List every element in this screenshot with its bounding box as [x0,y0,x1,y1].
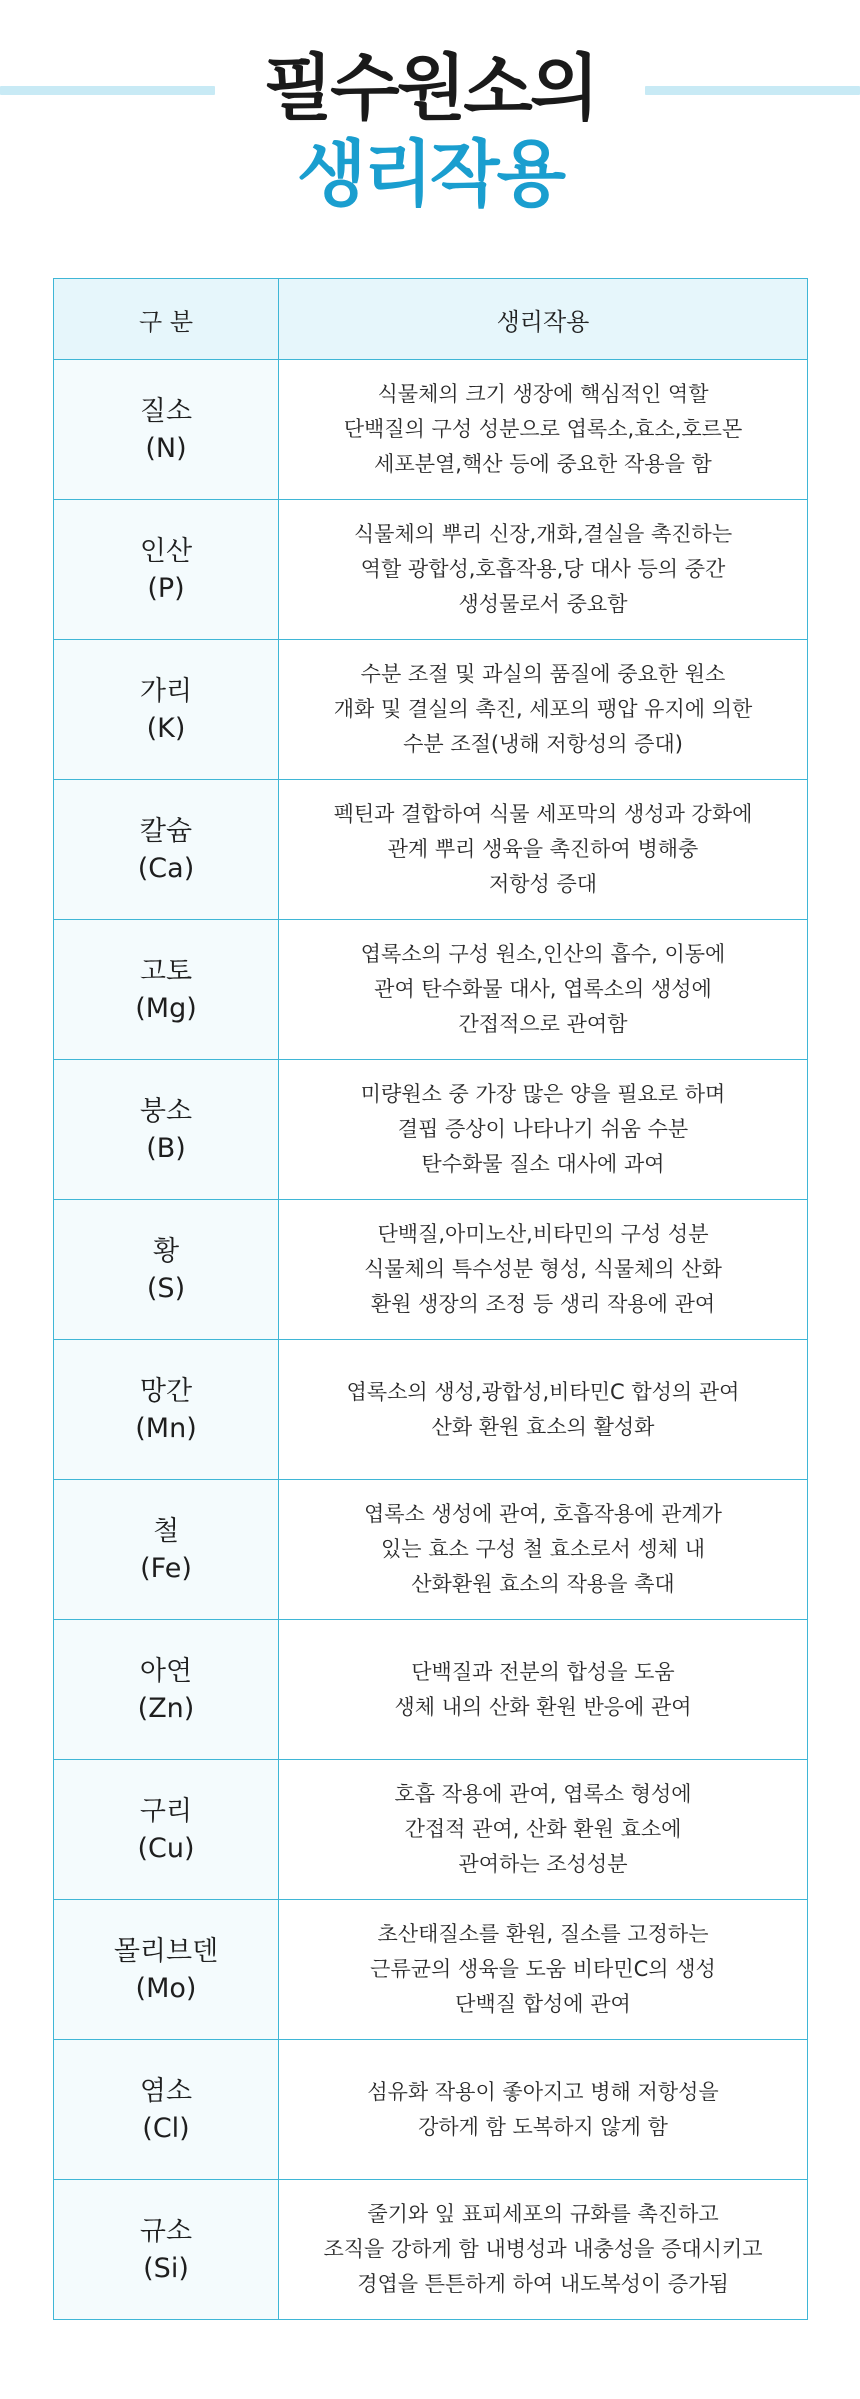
table-row [54,1760,808,1900]
element-name: 붕소 [139,1095,193,1127]
element-cell [54,920,279,1060]
table-row [54,920,808,1060]
element-cell [54,2180,279,2320]
function-text-line: 관여하는 조성성분 [458,1852,628,1876]
element-name: 염소 [139,2075,193,2107]
page-header [0,0,860,278]
element-symbol: (Zn) [137,1692,195,1724]
element-cell [54,640,279,780]
table-row [54,1900,808,2040]
function-text-line: 엽록소의 구성 원소,인산의 흡수, 이동에 [360,942,726,966]
element-symbol: (S) [146,1272,186,1304]
function-text-line: 경엽을 튼튼하게 하여 내도복성이 증가됨 [357,2272,729,2296]
function-text-line: 생성물로서 중요함 [458,592,628,616]
table-row [54,780,808,920]
element-cell [54,1900,279,2040]
element-symbol: (Cl) [142,2112,190,2144]
table-row [54,1200,808,1340]
function-text-line: 단백질 합성에 관여 [455,1992,631,2016]
element-name: 철 [152,1515,180,1547]
element-symbol: (N) [145,432,187,464]
table-row [54,360,808,500]
function-text-line: 있는 효소 구성 철 효소로서 셍체 내 [380,1537,706,1561]
table-row [54,2040,808,2180]
function-text-line: 단백질의 구성 성분으로 엽록소,효소,호르몬 [343,417,743,441]
function-text-line: 생체 내의 산화 환원 반응에 관여 [394,1694,692,1719]
element-cell [54,1060,279,1200]
function-text-line: 환원 생장의 조정 등 생리 작용에 관여 [370,1292,716,1316]
function-text-line: 산화환원 효소의 작용을 촉대 [411,1572,675,1596]
function-text-line: 미량원소 중 가장 많은 양을 필요로 하며 [360,1082,726,1106]
function-text-line: 근류균의 생육을 도움 비타민C의 생성 [370,1957,716,1981]
table-row [54,2180,808,2320]
table-body [54,360,808,2320]
element-name: 망간 [139,1375,193,1407]
function-text-line: 수분 조절(냉해 저항성의 증대) [403,732,683,756]
element-cell [54,1480,279,1620]
function-text-line: 수분 조절 및 과실의 품질에 중요한 원소 [360,662,726,686]
function-text-line: 호흡 작용에 관여, 엽록소 형성에 [394,1782,692,1806]
function-text-line: 개화 및 결실의 촉진, 세포의 팽압 유지에 의한 [333,697,753,721]
function-cell [279,1900,808,2040]
element-cell [54,1340,279,1480]
element-symbol: (Cu) [137,1832,195,1864]
function-cell [279,1060,808,1200]
table-row [54,1060,808,1200]
function-text-line: 관여 탄수화물 대사, 엽록소의 생성에 [374,977,712,1001]
element-symbol: (B) [146,1132,186,1164]
function-cell [279,360,808,500]
element-symbol: (Si) [143,2252,189,2284]
function-text-line: 엽록소 생성에 관여, 호흡작용에 관계가 [364,1502,722,1526]
function-text-line: 섬유화 작용이 좋아지고 병해 저항성을 [367,2079,719,2104]
function-cell [279,780,808,920]
function-text-line: 저항성 증대 [488,872,598,896]
function-cell [279,1200,808,1340]
table-row [54,1340,808,1480]
element-symbol: (Mn) [135,1412,197,1444]
function-text-line: 역할 광합성,호흡작용,당 대사 등의 중간 [360,557,726,581]
function-cell [279,640,808,780]
function-text-line: 탄수화물 질소 대사에 과여 [421,1152,665,1176]
element-symbol: (Ca) [137,852,195,884]
element-cell [54,360,279,500]
table-row [54,500,808,640]
function-text-line: 결핍 증상이 나타나기 쉬움 수분 [397,1117,689,1141]
element-cell [54,1200,279,1340]
function-cell [279,920,808,1060]
function-text-line: 초산태질소를 환원, 질소를 고정하는 [377,1922,709,1946]
function-cell [279,1620,808,1760]
element-cell [54,2040,279,2180]
table-header-row [54,279,808,360]
function-cell [279,1480,808,1620]
function-text-line: 엽록소의 생성,광합성,비타민C 합성의 관여 [346,1379,740,1404]
elements-table [53,278,808,2320]
function-cell [279,2180,808,2320]
function-text-line: 식물체의 특수성분 형성, 식물체의 산화 [364,1257,722,1281]
element-name: 인산 [139,535,193,567]
function-text-line: 간접적으로 관여함 [458,1012,628,1036]
element-name: 아연 [139,1655,193,1687]
element-name: 질소 [139,395,193,427]
page-title-line-1: 필수원소의 [263,46,597,130]
page-title-line-2: 생리작용 [296,132,564,216]
function-text-line: 펙틴과 결합하여 식물 세포막의 생성과 강화에 [333,802,753,826]
element-symbol: (Fe) [140,1552,192,1584]
function-cell [279,1760,808,1900]
function-text-line: 단백질,아미노산,비타민의 구성 성분 [377,1222,709,1246]
element-name: 구리 [139,1795,193,1827]
element-symbol: (K) [146,712,186,744]
element-symbol: (Mg) [135,992,197,1024]
element-cell [54,1620,279,1760]
function-text-line: 세포분열,핵산 등에 중요한 작용을 함 [374,452,712,476]
table-row [54,1620,808,1760]
header-function: 생리작용 [279,279,808,360]
function-cell [279,1340,808,1480]
element-cell [54,780,279,920]
function-text-line: 산화 환원 효소의 활성화 [431,1414,655,1439]
function-text-line: 관계 뿌리 생육을 촉진하여 병해충 [387,837,699,861]
function-text-line: 줄기와 잎 표피세포의 규화를 촉진하고 [367,2202,719,2226]
element-cell [54,500,279,640]
element-symbol: (Mo) [135,1972,197,2004]
element-name: 칼슘 [139,815,193,847]
function-text-line: 강하게 함 도복하지 않게 함 [418,2114,668,2139]
element-name: 몰리브덴 [113,1935,219,1967]
function-text-line: 식물체의 크기 생장에 핵심적인 역할 [377,382,709,406]
element-name: 규소 [139,2215,193,2247]
element-cell [54,1760,279,1900]
table-row [54,640,808,780]
header-category: 구 분 [54,279,279,360]
element-name: 황 [152,1235,180,1267]
function-text-line: 식물체의 뿌리 신장,개화,결실을 촉진하는 [353,522,733,546]
function-cell [279,500,808,640]
function-text-line: 조직을 강하게 함 내병성과 내충성을 증대시키고 [323,2237,763,2261]
element-name: 가리 [139,675,193,707]
table-row [54,1480,808,1620]
function-text-line: 간접적 관여, 산화 환원 효소에 [404,1817,682,1841]
element-symbol: (P) [147,572,185,604]
function-text-line: 단백질과 전분의 합성을 도움 [411,1659,675,1684]
element-name: 고토 [139,955,193,987]
function-cell [279,2040,808,2180]
